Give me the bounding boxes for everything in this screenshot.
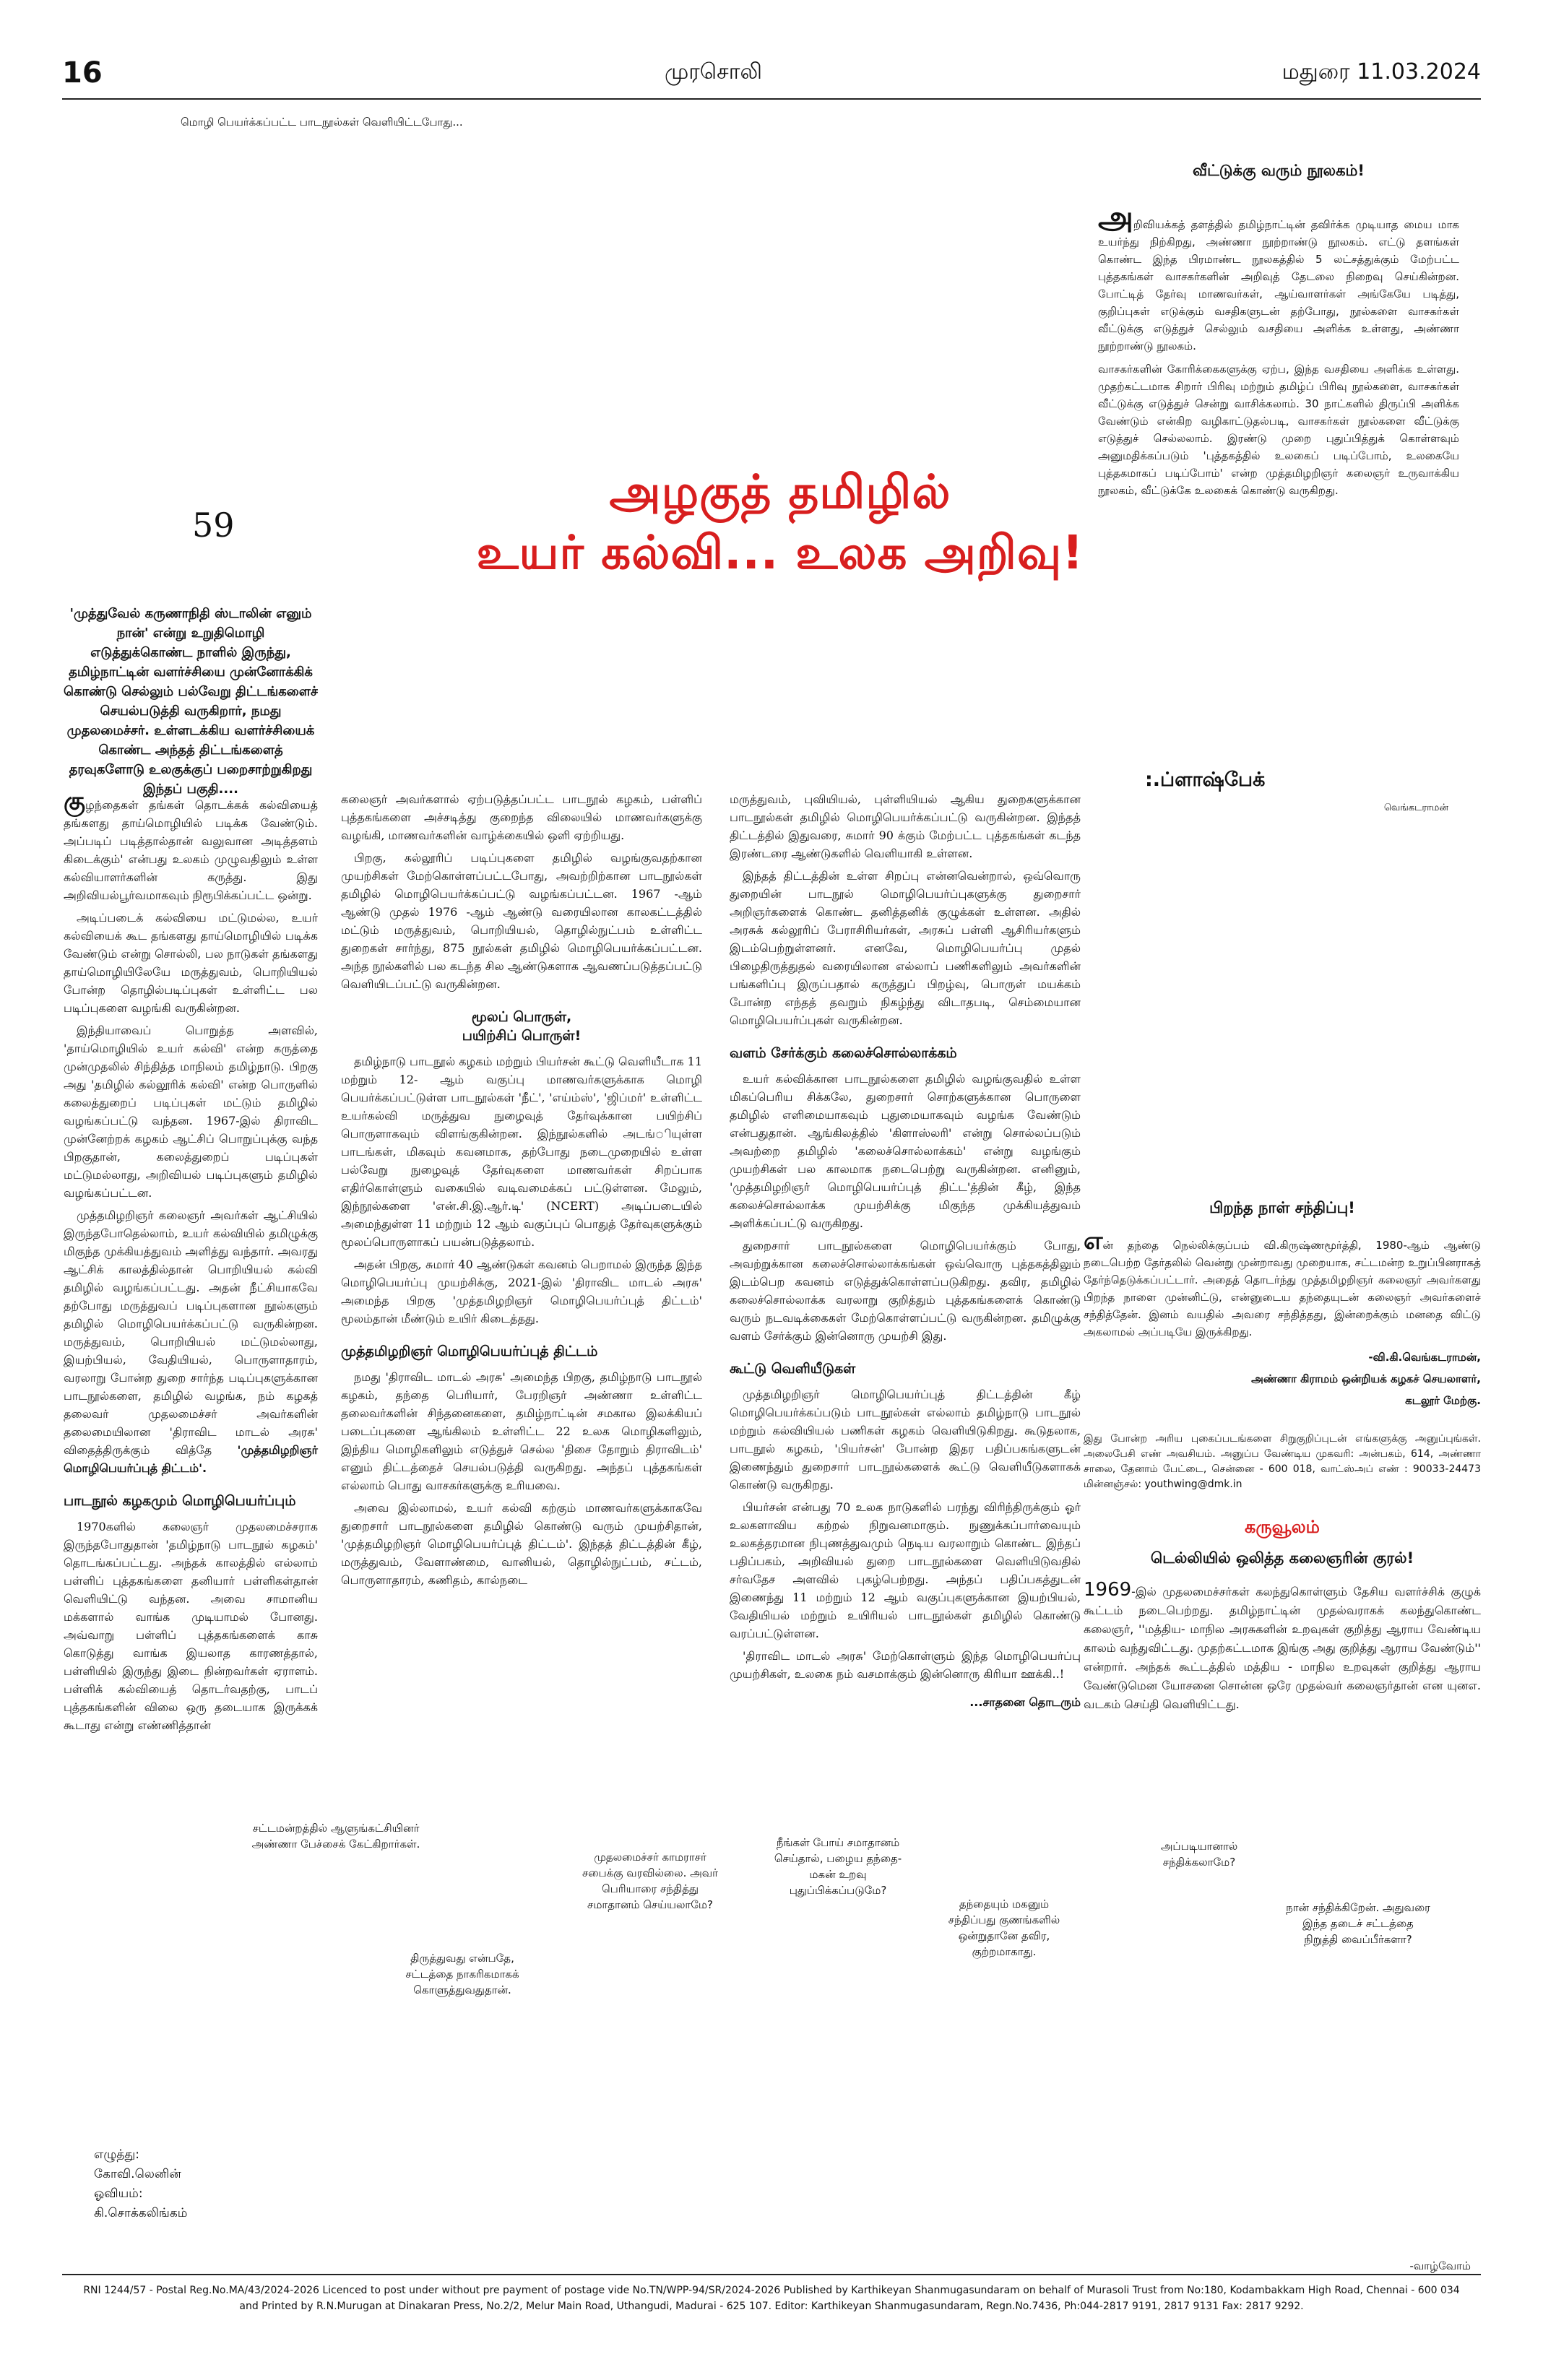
paragraph: இந்தத் திட்டத்தின் உள்ள சிறப்பு என்னவென்றால், ஒவ்வொரு துறையின் பாடநூல் மொழிபெயர்ப்புகளுக்கு துறைசார் அறிஞர்களைக் கொண்ட தனித்தனிக் குழுக்கள் உள்ளன. அதில் அரசுக் கல்லூரிப் பேராசிரியர்கள், அரசுப் பள்ளி ஆசிரியர்களும் இடம்பெற்றுள்ளனர். எனவே, மொழிபெயர்ப்பு முதல் பிழைதிருத்துதல் வரையிலான எல்லாப் பணிகளிலும் அவர்களின் பங்களிப்பு இருப்பதால் கருத்துப் பிறழ்வு, பொருள் மயக்கம் போன்ற எந்தத் தவறும் நிகழ்ந்து விடாதபடி, செம்மையான மொழிபெயர்ப்புகள் வருகின்றன. bbox=[730, 869, 1081, 1027]
flashback-title: :.ப்ளாஷ்பேக் bbox=[1145, 769, 1266, 791]
birthday-signature: -வி.கி.வெங்கடராமன், அண்ணா கிராமம் ஒன்றியக் கழகச் செயலாளர், கடலூர் மேற்கு. bbox=[1251, 1351, 1481, 1407]
article-column-1 bbox=[64, 787, 318, 1739]
subheading: கூட்டு வெளியீடுகள் bbox=[730, 1361, 856, 1377]
paragraph: பியர்சன் என்பது 70 உலக நாடுகளில் பரந்து விரிந்திருக்கும் ஓர் உலகளாவிய கற்றல் நிறுவனமாகும். நுணுக்கப்பார்வையும் உலகத்தரமான நிபுணத்துவமும் நெடிய வரலாறும் கொண்ட இந்தப் பதிப்பகம், அறிவியல் துறை பாடநூல்களை வெளியிடுவதில் சர்வதேச அளவில் புகழ்பெற்றது. அந்தப் பதிப்பகத்துடன் இணைந்து 11 மற்றும் 12 ஆம் வகுப்புகளுக்கான இயற்பியல், வேதியியல் மற்றும் உயிரியல் பாடநூல்கள் தமிழில் கொண்டு வரப்பட்டுள்ளன. bbox=[730, 1500, 1081, 1640]
headline-line-1: அழகுத் தமிழில் bbox=[609, 466, 951, 519]
library-text bbox=[1098, 199, 1459, 499]
paragraph: மருத்துவம், புவியியல், புள்ளியியல் ஆகிய துறைகளுக்கான பாடநூல்கள் தமிழில் மொழிபெயர்க்கப்பட்டு வருகின்றன. இந்தத் திட்டத்தில் இதுவரை, சுமார் 90 க்கும் மேற்பட்ட புத்தகங்கள் கடந்த இரண்டரை ஆண்டுகளில் வெளியாகி உள்ளன. bbox=[730, 792, 1081, 860]
comic-signoff: -வாழ்வோம் bbox=[1409, 2259, 1471, 2272]
karuvoolam-box bbox=[1084, 1517, 1481, 1720]
comic-caption-6: அப்படியானால் சந்திக்கலாமே? bbox=[1160, 1840, 1238, 1869]
article-intro: 'முத்துவேல் கருணாநிதி ஸ்டாலின் எனும் நான்' என்று உறுதிமொழி எடுத்துக்கொண்ட நாளில் இருந்து, தமிழ்நாட்டின் வளர்ச்சியை முன்னோக்கிக் கொண்டு செல்லும் பல்வேறு திட்டங்களைச் செயல்படுத்தி வருகிறார், நமது முதலமைச்சர். உள்ளடக்கிய வளர்ச்சியைக் கொண்ட அந்தத் திட்டங்களைத் தரவுகளோடு உலகுக்குப் பறைசாற்றுகிறது இந்தப் பகுதி.... bbox=[64, 606, 318, 797]
page-number: 16 bbox=[62, 56, 103, 90]
subheading: முத்தமிழறிஞர் மொழிபெயர்ப்புத் திட்டம் bbox=[341, 1343, 598, 1359]
credit-writer: கோவி.லெனின் bbox=[94, 2167, 181, 2181]
subheading: பாடநூல் கழகமும் மொழிபெயர்ப்பும் bbox=[64, 1493, 296, 1509]
paragraph: கலைஞர் அவர்களால் ஏற்படுத்தப்பட்ட பாடநூல் கழகம், பள்ளிப் புத்தகங்களை அச்சடித்து குறைந்த விலையில் மாணவர்களுக்கு வழங்கி, மாணவர்களின் வாழ்க்கையில் ஒளி ஏற்றியது. bbox=[341, 792, 702, 842]
paragraph: இந்தியாவைப் பொறுத்த அளவில், 'தாய்மொழியில் உயர் கல்வி' என்ற கருத்தை முன்முதலில் சிந்தித்த மாநிலம் தமிழ்நாடு. பிறகு அது 'தமிழில் கல்லூரிக் கல்வி' என்ற பொருளில் கலைத்துறைப் படிப்புகள் மட்டும் தமிழில் வழங்கப்பட்டு வந்தன. 1967-இல் திராவிட முன்னேற்றக் கழகம் ஆட்சிப் பொறுப்புக்கு வந்த பிறகுதான், கலைத்துறைப் படிப்புகள் மட்டுமல்லாது, அறிவியல் படிப்புகளும் தமிழில் வழங்கப்பட்டன. bbox=[64, 1024, 318, 1200]
paragraph: 'திராவிட மாடல் அரசு' மேற்கொள்ளும் இந்த மொழிபெயர்ப்பு முயற்சிகள், உலகை நம் வசமாக்கும் இன்னொரு கிரியா ஊக்கி..! bbox=[730, 1649, 1081, 1681]
running-head: மொழி பெயர்க்கப்பட்ட பாடநூல்கள் வெளியிட்டபோது... bbox=[181, 116, 463, 129]
birthday-title: பிறந்த நாள் சந்திப்பு! bbox=[1209, 1199, 1355, 1216]
edition-date: மதுரை 11.03.2024 bbox=[1281, 59, 1481, 85]
drop-cap: அ bbox=[1098, 199, 1133, 236]
main-headline bbox=[462, 462, 1098, 584]
paragraph: தமிழ்நாடு பாடநூல் கழகம் மற்றும் பியர்சன் கூட்டு வெளியீடாக 11 மற்றும் 12- ஆம் வகுப்பு மாணவர்களுக்காக மொழி பெயர்க்கப்பட்டுள்ள பாடநூல்கள் 'நீட்', 'எய்ம்ஸ்', 'ஜிப்மர்' உள்ளிட்ட உயர்கல்வி மருத்துவ நுழைவுத் தேர்வுக்கான பயிற்சிப் பொருளாகவும் விளங்குகின்றன. இந்நூல்களில் அடங்ியுள்ள பாடங்கள், மிகவும் கவனமாக, தற்போது நடைமுறையில் உள்ள பல்வேறு நுழைவுத் தேர்வுகளை மாணவர்கள் சிறப்பாக எதிர்கொள்ளும் வகையில் வடிவமைக்கப் பட்டுள்ளன. மேலும், இந்நூல்களை 'என்.சி.இ.ஆர்.டி' (NCERT) அடிப்படையில் அமைந்துள்ள 11 மற்றும் 12 ஆம் வகுப்புப் பொதுத் தேர்வுகளுக்கும் மூலப்பொருளாகப் பயன்படுத்தலாம். bbox=[341, 1055, 702, 1249]
imprint-line-2: and Printed by R.N.Murugan at Dinakaran Press, No.2/2, Melur Main Road, Uthangudi, Madurai - 625 107. Editor: Karthikeyan Shanmugasundaram, Regn.No.7436, Ph:044-2817 9191, 2817 9131 Fax: 2817 9292. bbox=[239, 2301, 1304, 2312]
paragraph: அறிவியக்கத் தளத்தில் தமிழ்நாட்டின் தவிர்க்க முடியாத மைய மாக உயர்ந்து நிற்கிறது, அண்ணா நூற்றாண்டு நூலகம். எட்டு தளங்கள் கொண்ட இந்த பிரமாண்ட நூலகத்தில் 5 லட்சத்துக்கும் மேற்பட்ட புத்தகங்கள் வாசகர்களின் அறிவுத் தேடலை நிறைவு செய்கின்றன. போட்டித் தேர்வு மாணவர்கள், ஆய்வாளர்கள் அங்கேயே படித்து, குறிப்புகள் எடுக்கும் வசதிகளுடன் தற்போது, நூல்களை வாசகர்கள் வீட்டுக்கு எடுத்துச் செல்லும் வசதியை அளிக்க உள்ளது, அண்ணா நூற்றாண்டு நூலகம். bbox=[1098, 199, 1459, 352]
comic-caption-7: நான் சந்திக்கிறேன். அதுவரை இந்த தடைச் சட்டத்தை நிறுத்தி வைப்பீர்களா? bbox=[1286, 1901, 1430, 1946]
headline-line-2: உயர் கல்வி... உலக அறிவு! bbox=[476, 527, 1084, 580]
flashback-box bbox=[1145, 769, 1448, 814]
paragraph: பிறகு, கல்லூரிப் படிப்புகளை தமிழில் வழங்குவதற்கான முயற்சிகள் மேற்கொள்ளப்பட்டபோது, அவற்றிற்கான பாடநூல்கள் தமிழில் மொழிபெயர்க்கப்பட்டு வழங்கப்பட்டன. 1967 -ஆம் ஆண்டு முதல் 1976 -ஆம் ஆண்டு வரையிலான காலகட்டத்தில் மட்டும் மருத்துவம், பொறியியல், தொழில்நுட்பம் உள்ளிட்ட துறைகள் சார்ந்து, 875 நூல்கள் தமிழில் மொழிபெயர்க்கப்பட்டன. அந்த நூல்களில் பல கடந்த சில ஆண்டுகளாக ஆவணப்படுத்தப்பட்டு வெளியிடப்பட்டு வருகின்றன. bbox=[341, 851, 702, 991]
submission-invite: இது போன்ற அரிய புகைப்படங்களை சிறுகுறிப்புடன் எங்களுக்கு அனுப்புங்கள். அலைபேசி எண் அவசியம். அனுப்ப வேண்டிய முகவரி: அன்பகம், 614, அண்ணா சாலை, தேனாம் பேட்டை, சென்னை - 600 018, வாட்ஸ்அப் எண் : 90033-24473 மின்னஞ்சல்: youthwing@dmk.in bbox=[1084, 1433, 1481, 1490]
subheading: வளம் சேர்க்கும் கலைச்சொல்லாக்கம் bbox=[730, 1045, 957, 1061]
footer-divider bbox=[62, 2274, 1481, 2275]
header-divider bbox=[62, 98, 1481, 100]
karuvoolam-title: டெல்லியில் ஒலித்த கலைஞரின் குரல்! bbox=[1150, 1549, 1414, 1567]
comic-caption-2: திருத்துவது என்பதே, சட்டத்தை நாகரிகமாகக் கொளுத்துவதுதான். bbox=[405, 1952, 519, 1996]
article-column-3 bbox=[730, 790, 1081, 1711]
karuvoolam-text bbox=[1084, 1580, 1481, 1714]
newspaper-name: முரசொலி bbox=[665, 59, 762, 85]
comic-credits bbox=[94, 2145, 187, 2223]
imprint bbox=[62, 2282, 1481, 2314]
flashback-byline: வெங்கடராமன் bbox=[1383, 802, 1448, 813]
drop-cap: கு bbox=[64, 787, 86, 815]
comic-caption-3: முதலமைச்சர் காமராசர் சபைக்கு வரவில்லை. அவர் பெரியாரை சந்தித்து சமாதானம் செய்யலாமே? bbox=[582, 1851, 718, 1911]
episode-number: 59 bbox=[192, 506, 235, 545]
karuvoolam-kicker: கருவூலம் bbox=[1245, 1517, 1320, 1537]
credit-writer-label: எழுத்து: bbox=[94, 2147, 139, 2162]
paragraph: முத்தமிழறிஞர் மொழிபெயர்ப்புத் திட்டத்தின் கீழ் மொழிபெயர்க்கப்படும் பாடநூல்கள் எல்லாம் தமிழ்நாடு பாடநூல் மற்றும் கல்வியியல் பணிகள் கழகம் வெளியிடுகிறது. கூடுதலாக, பாடநூல் கழகம், 'பியர்சன்' போன்ற இதர பதிப்பகங்களுடன் இணைந்தும் துறைசார் பாடநூல்களைக் கூட்டு வெளியீடுகளாகக் கொண்டு வருகிறது. bbox=[730, 1388, 1081, 1492]
paragraph: துறைசார் பாடநூல்களை மொழிபெயர்க்கும் போது, அவற்றுக்கான கலைச்சொல்லாக்கங்கள் ஒவ்வொரு புத்தகத்திலும் இடம்பெற கவனம் எடுத்துக்கொள்ளப்படுகிறது. தவிர, தமிழில் கலைச்சொல்லாக்க வரலாறு குறித்தும் புத்தகங்களைக் கொண்டு வரும் நடவடிக்கைகள் மேற்கொள்ளப்பட்டு வருகின்றன. தமிழுக்கு வளம் சேர்க்கும் இன்னொரு முயற்சி இது. bbox=[730, 1239, 1081, 1343]
article-column-2 bbox=[341, 790, 702, 1593]
lead-year: 1969 bbox=[1084, 1579, 1132, 1601]
paragraph: 1969-இல் முதலமைச்சர்கள் கலந்துகொள்ளும் தேசிய வளர்ச்சிக் குழுக் கூட்டம் நடைபெற்றது. தமிழ்நாட்டின் முதல்வராகக் கலந்துகொண்ட கலைஞர், ''மத்திய- மாநில அரசுகளின் உறவுகள் குறித்து ஆராய வேண்டிய காலம் வந்துவிட்டது. முதற்கட்டமாக இங்கு அது குறித்து ஆராய வேண்டும்'' என்றார். அந்தக் கூட்டத்தில் மத்திய - மாநில உறவுகள் குறித்து ஆராய வேண்டுமென யோசனை சொன்ன ஒரே முதல்வர் கலைஞர்தான் என யுனஎ. வடகம் செய்தி வெளியிட்டது. bbox=[1084, 1579, 1481, 1711]
paragraph: என் தந்தை நெல்லிக்குப்பம் வி.கிருஷ்ணமூர்த்தி, 1980-ஆம் ஆண்டு நடைபெற்ற தேர்தலில் வென்று முன்றாவது முறையாக, சட்டமன்ற உறுப்பினராகத் தேர்ந்தெடுக்கப்பட்டார். அதைத் தொடர்ந்து முத்தமிழறிஞர் கலைஞர் அவர்களது பிறந்த நாளை முன்னிட்டு, என்னுடைய தந்தையுடன் கலைஞர் அவர்களைச் சந்தித்தேன். இனம் வயதில் அவரை சந்தித்தது, இன்றைக்கும் மனதை விட்டு அகலாமல் அப்படியே இருக்கிறது. bbox=[1084, 1226, 1481, 1338]
comic-caption-4: நீங்கள் போய் சமாதானம் செய்தால், பழைய தந்தை-மகன் உறவு புதுப்பிக்கப்படுமே? bbox=[774, 1836, 902, 1897]
paragraph: வாசகர்களின் கோரிக்கைகளுக்கு ஏற்ப, இந்த வசதியை அளிக்க உள்ளது. முதற்கட்டமாக சிறார் பிரிவு மற்றும் தமிழ்ப் பிரிவு நூல்களை, வாசகர்கள் வீட்டுக்கு எடுத்துச் சென்று வாசிக்கலாம். 30 நாட்களில் திருப்பி அளிக்க வேண்டும் என்கிற வழிகாட்டுதல்படி, வாசகர்கள் நூல்களை வீட்டுக்கு எடுத்துச் செல்லலாம். இரண்டு முறை புதுப்பித்துக் கொள்ளவும் அனுமதிக்கப்படும் 'புத்தகத்தில் உலகைப் படிப்போம், உலகையே புத்தகமாகப் படிப்போம்' என்ற முத்தமிழறிஞர் கலைஞர் உருவாக்கிய நூலகம், வீட்டுக்கே உலகைக் கொண்டு வருகிறது. bbox=[1098, 363, 1459, 497]
subheading: மூலப் பொருள், பயிற்சிப் பொருள்! bbox=[462, 1009, 582, 1044]
paragraph: குழந்தைகள் தங்கள் தொடக்கக் கல்வியைத் தங்களது தாய்மொழியில் படிக்க வேண்டும். அப்படிப் படித்தால்தான் வலுவான அடித்தளம் கிடைக்கும்' என்பது உலகம் முழுவதிலும் உள்ள கல்வியாளர்களின் கருத்து. இது அறிவியல்பூர்வமாகவும் நிரூபிக்கப்பட்ட ஒன்று. bbox=[64, 787, 318, 902]
paragraph: நமது 'திராவிட மாடல் அரசு' அமைந்த பிறகு, தமிழ்நாடு பாடநூல் கழகம், தந்தை பெரியார், பேரறிஞர் அண்ணா உள்ளிட்ட தலைவர்களின் சிந்தனைகளை, தமிழ்நாட்டின் சமகால இலக்கியப் படைப்புகளை ஆங்கிலம் உள்ளிட்ட 22 உலக மொழிகளிலும், இந்திய மொழிகளிலும் எடுத்துச் செல்ல 'திசை தோறும் திராவிடம்' எனும் திட்டத்தைச் செயல்படுத்தி வருகிறது. அந்தப் புத்தகங்கள் எல்லாம் பொது வாசகர்களுக்கு உரியவை. bbox=[341, 1370, 702, 1492]
library-box bbox=[1098, 162, 1459, 505]
paragraph: 1970களில் கலைஞர் முதலமைச்சராக இருந்தபோதுதான் 'தமிழ்நாடு பாடநூல் கழகம்' தொடங்கப்பட்டது. அந்தக் காலத்தில் எல்லாம் பள்ளிப் புத்தகங்களை தனியார் பள்ளிகள்தான் வெளியிட்டு வந்தன. அவை சாமானிய மக்களால் வாங்க முடியாமல் போனது. அவ்வாறு பள்ளிப் புத்தகங்களைக் காசு கொடுத்து வாங்க இயலாத காரணத்தால், பள்ளியில் இருந்து இடை நின்றவர்கள் ஏராளம். பள்ளிக் கல்வியைத் தொடர்வதற்கு, பாடப் புத்தகங்களின் விலை ஒரு தடையாக இருக்கக் கூடாது என்று எண்ணித்தான் bbox=[64, 1520, 318, 1732]
birthday-text bbox=[1084, 1226, 1481, 1341]
comic-caption-5: தந்தையும் மகனும் சந்திப்பது குணங்களில் ஒன்றுதானே தவிர, குற்றமாகாது. bbox=[948, 1897, 1060, 1958]
birthday-box bbox=[1084, 1199, 1481, 1492]
continued-note: ...சாதனை தொடரும் bbox=[969, 1695, 1081, 1709]
credit-artist-label: ஓவியம்: bbox=[94, 2186, 143, 2201]
credit-artist: கி.சொக்கலிங்கம் bbox=[94, 2206, 188, 2220]
paragraph: அவை இல்லாமல், உயர் கல்வி கற்கும் மாணவர்களுக்காகவே துறைசார் பாடநூல்களை தமிழில் கொண்டு வரும் முயற்சிதான், 'முத்தமிழறிஞர் மொழிபெயர்ப்புத் திட்டம்'. இந்தத் திட்டத்தின் கீழ், மருத்துவம், வேளாண்மை, வானியல், தொழில்நுட்பம், சட்டம், பொருளாதாரம், கணிதம், கால்நடை bbox=[341, 1501, 702, 1587]
comic-caption-1: சட்டமன்றத்தில் ஆளுங்கட்சியினர் அண்ணா பேச்சைக் கேட்கிறார்கள். bbox=[251, 1822, 420, 1851]
drop-cap: எ bbox=[1084, 1226, 1103, 1255]
paragraph: அதன் பிறகு, சுமார் 40 ஆண்டுகள் கவனம் பெறாமல் இருந்த இந்த மொழிபெயர்ப்பு முயற்சிக்கு, 2021-இல் 'திராவிட மாடல் அரசு' அமைந்த பிறகு 'முத்தமிழறிஞர் மொழிபெயர்ப்புத் திட்டம்' மூலம்தான் மீண்டும் உயிர் கிடைத்தது. bbox=[341, 1258, 702, 1325]
library-title: வீட்டுக்கு வரும் நூலகம்! bbox=[1193, 162, 1365, 179]
emphasis: 'முத்தமிழறிஞர் மொழிபெயர்ப்புத் திட்டம்'. bbox=[64, 1443, 318, 1475]
paragraph: அடிப்படைக் கல்வியை மட்டுமல்ல, உயர் கல்வியைக் கூட தங்களது தாய்மொழியில் படிக்க வேண்டும் என்று சொல்லி, பல நாடுகள் தங்களது தாய்மொழியிலேயே மருத்துவம், பொறியியல் போன்ற தொழில்படிப்புகள் உள்ளிட்ட பல படிப்புகளை வழங்கி வருகின்றன. bbox=[64, 911, 318, 1015]
paragraph: முத்தமிழறிஞர் கலைஞர் அவர்கள் ஆட்சியில் இருந்தபோதெல்லாம், உயர் கல்வியில் தமிழுக்கு மிகுந்த முக்கியத்துவம் அளித்து வந்தார். அவரது ஆட்சிக் காலத்தில்தான் பொறியியல் கல்வி தமிழில் வழங்கப்பட்டது. அதன் நீட்சியாகவே தற்போது மருத்துவப் படிப்புகளான நூல்களும் தமிழில் மொழிபெயர்க்கப்பட்டு வருகின்றன. மருத்துவம், பொறியியல் மட்டுமல்லாது, இயற்பியல், வேதியியல், பொருளாதாரம், வரலாறு போன்ற துறை சார்ந்த படிப்புகளுக்கான பாடநூல்களை, தமிழில் வழங்க, நம் கழகத் தலைவர் முதலமைச்சர் அவர்களின் தலைமையிலான 'திராவிட மாடல் அரசு' விதைத்திருக்கும் வித்தே 'முத்தமிழறிஞர் மொழிபெயர்ப்புத் திட்டம்'. bbox=[64, 1208, 318, 1475]
paragraph: உயர் கல்விக்கான பாடநூல்களை தமிழில் வழங்குவதில் உள்ள மிகப்பெரிய சிக்கலே, துறைசார் சொற்களுக்கான பொருளை தமிழில் எளிமையாகவும் புதுமையாகவும் வழங்க வேண்டும் என்பதுதான். ஆங்கிலத்தில் 'கிளாஸ்லரி' என்று சொல்லப்படும் அவற்றை தமிழில் 'கலைச்சொல்லாக்கம்' என்று வழங்கும் முயற்சிகள் பல காலமாக நடைபெற்று வருகின்றன. எனினும், 'முத்தமிழறிஞர் மொழிபெயர்ப்புத் திட்ட'த்தின் கீழ், இந்த கலைச்சொல்லாக்க முயற்சிக்கு மிகுந்த முக்கியத்துவம் அளிக்கப்பட்டு வருகிறது. bbox=[730, 1072, 1081, 1230]
imprint-line-1: RNI 1244/57 - Postal Reg.No.MA/43/2024-2026 Licenced to post under without pre payment of postage vide No.TN/WPP-94/SR/2024-2026 Published by Karthikeyan Shanmugasundaram on behalf of Murasoli Trust from No:180, Kodambakkam High Road, Chennai - 600 034 bbox=[83, 2285, 1460, 2296]
